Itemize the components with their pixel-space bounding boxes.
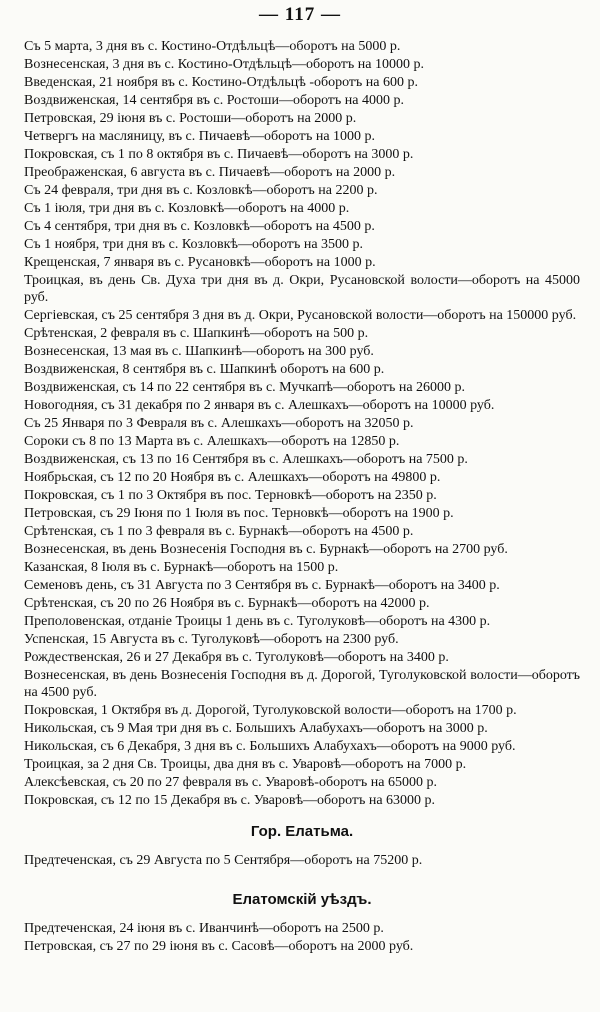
fair-entry-text: Срѣтенская, 2 февраля въ с. Шапкинѣ—оборотъ на 500 р.	[24, 326, 369, 341]
fair-entry-text: Предтеченская, 24 іюня въ с. Иванчинѣ—оборотъ на 2500 р.	[24, 921, 384, 936]
fair-list	[24, 38, 580, 956]
fair-entry-text: Казанская, 8 Іюля въ с. Бурнакѣ—оборотъ на 1500 р.	[24, 560, 339, 575]
fair-entry	[24, 379, 580, 396]
fair-entry-text: Сороки съ 8 по 13 Марта въ с. Алешкахъ—оборотъ на 12850 р.	[24, 434, 400, 449]
fair-entry-text: Преображенская, 6 августа въ с. Пичаевѣ—оборотъ на 2000 р.	[24, 165, 396, 180]
fair-entry-text: Петровская, 29 іюня въ с. Ростоши—оборотъ на 2000 р.	[24, 111, 357, 126]
fair-entry	[24, 110, 580, 127]
fair-entry-text: Ноябрьская, съ 12 по 20 Ноября въ с. Алешкахъ—оборотъ на 49800 р.	[24, 470, 441, 485]
fair-entry-text: Четвергъ на масляницу, въ с. Пичаевѣ—оборотъ на 1000 р.	[24, 129, 376, 144]
fair-entry-text: Съ 5 марта, 3 дня въ с. Костино-Отдѣльцѣ—оборотъ на 5000 р.	[24, 39, 401, 54]
fair-entry	[24, 577, 580, 594]
fair-entry-text: Срѣтенская, съ 1 по 3 февраля въ с. Бурнакѣ—оборотъ на 4500 р.	[24, 524, 414, 539]
fair-entry	[24, 451, 580, 468]
fair-entry	[24, 236, 580, 253]
fair-entry	[24, 938, 580, 955]
fair-entry-text: Покровская, съ 12 по 15 Декабря въ с. Уваровѣ—оборотъ на 63000 р.	[24, 793, 436, 808]
fair-entry	[24, 595, 580, 612]
fair-entry-text: Съ 1 іюля, три дня въ с. Козловкѣ—оборотъ на 4000 р.	[24, 201, 350, 216]
fair-entry-text: Рождественская, 26 и 27 Декабря въ с. Туголуковѣ—оборотъ на 3400 р.	[24, 650, 449, 665]
fair-entry	[24, 649, 580, 666]
fair-entry	[24, 469, 580, 486]
section-heading-uezd: Елатомскій уѣздъ.	[232, 891, 372, 908]
fair-entry	[24, 38, 580, 55]
fair-entry-text: Введенская, 21 ноября въ с. Костино-Отдѣльцѣ -оборотъ на 600 р.	[24, 75, 418, 90]
fair-entry-text: Съ 24 февраля, три дня въ с. Козловкѣ—оборотъ на 2200 р.	[24, 183, 378, 198]
fair-entry	[24, 272, 580, 306]
fair-entries-elatma-city	[24, 852, 580, 869]
fair-entry-text: Никольская, съ 6 Декабря, 3 дня въ с. Большихъ Алабухахъ—оборотъ на 9000 руб.	[24, 739, 516, 754]
fair-entry-text: Сергіевская, съ 25 сентября 3 дня въ д. Окри, Русановской волости—оборотъ на 150000 руб.	[24, 308, 577, 323]
fair-entry-text: Новогодняя, съ 31 декабря по 2 января въ с. Алешкахъ—оборотъ на 10000 руб.	[24, 398, 495, 413]
fair-entry-text: Вознесенская, 13 мая въ с. Шапкинѣ—оборотъ на 300 руб.	[24, 344, 374, 359]
fair-entry	[24, 128, 580, 145]
fair-entry-text: Петровская, съ 27 по 29 іюня въ с. Сасовѣ—оборотъ на 2000 руб.	[24, 939, 414, 954]
fair-entry-text: Покровская, 1 Октября въ д. Дорогой, Туголуковской волости—оборотъ на 1700 р.	[24, 703, 517, 718]
fair-entry-text: Крещенская, 7 января въ с. Русановкѣ—оборотъ на 1000 р.	[24, 255, 376, 270]
fair-entry	[24, 505, 580, 522]
fair-entry	[24, 720, 580, 737]
fair-entry	[24, 852, 580, 869]
fair-entry-text: Петровская, съ 29 Іюня по 1 Іюля въ пос. Терновкѣ—оборотъ на 1900 р.	[24, 506, 454, 521]
fair-entry	[24, 920, 580, 937]
fair-entry-text: Воздвиженская, съ 13 по 16 Сентября въ с. Алешкахъ—оборотъ на 7500 р.	[24, 452, 468, 467]
fair-entry	[24, 164, 580, 181]
fair-entry	[24, 702, 580, 719]
fair-entry	[24, 92, 580, 109]
fair-entry-text: Вознесенская, въ день Вознесенія Господня въ д. Дорогой, Туголуковской волости—оборотъ на 4500 руб.	[24, 668, 580, 700]
fair-entry	[24, 343, 580, 360]
fair-entry	[24, 254, 580, 271]
fair-entry	[24, 541, 580, 558]
fair-entry	[24, 774, 580, 791]
section-heading-city: Гор. Елатьма.	[250, 823, 354, 840]
fair-entry	[24, 74, 580, 91]
fair-entry-text: Воздвиженская, съ 14 по 22 сентября въ с. Мучкапѣ—оборотъ на 26000 р.	[24, 380, 466, 395]
fair-entry	[24, 307, 580, 324]
fair-entry	[24, 487, 580, 504]
fair-entry	[24, 523, 580, 540]
fair-entry-text: Покровская, съ 1 по 3 Октября въ пос. Терновкѣ—оборотъ на 2350 р.	[24, 488, 437, 503]
fair-entry-text: Вознесенская, 3 дня въ с. Костино-Отдѣльцѣ—оборотъ на 10000 р.	[24, 57, 424, 72]
fair-entry	[24, 756, 580, 773]
fair-entry-text: Преполовенская, отданіе Троицы 1 день въ с. Туголуковѣ—оборотъ на 4300 р.	[24, 614, 491, 629]
fair-entry	[24, 738, 580, 755]
fair-entry-text: Алексѣевская, съ 20 по 27 февраля въ с. Уваровѣ-оборотъ на 65000 р.	[24, 775, 437, 790]
fair-entry-text: Предтеченская, съ 29 Августа по 5 Сентября—оборотъ на 75200 р.	[24, 853, 423, 868]
fair-entry	[24, 182, 580, 199]
fair-entry-text: Воздвиженская, 14 сентября въ с. Ростоши—оборотъ на 4000 р.	[24, 93, 404, 108]
fair-entry	[24, 559, 580, 576]
fair-entry	[24, 325, 580, 342]
fair-entry-text: Покровская, съ 1 по 8 октября въ с. Пичаевѣ—оборотъ на 3000 р.	[24, 147, 414, 162]
fair-entry-text: Срѣтенская, съ 20 по 26 Ноября въ с. Бурнакѣ—оборотъ на 42000 р.	[24, 596, 430, 611]
fair-entry-text: Воздвиженская, 8 сентября въ с. Шапкинѣ оборотъ на 600 р.	[24, 362, 385, 377]
fair-entry	[24, 792, 580, 809]
fair-entry	[24, 56, 580, 73]
fair-entry-text: Никольская, съ 9 Мая три дня въ с. Большихъ Алабухахъ—оборотъ на 3000 р.	[24, 721, 488, 736]
fair-entry	[24, 631, 580, 648]
page-number: — 117 —	[259, 4, 341, 25]
fair-entry-text: Съ 1 ноября, три дня въ с. Козловкѣ—оборотъ на 3500 р.	[24, 237, 364, 252]
fair-entry	[24, 146, 580, 163]
fair-entry-text: Успенская, 15 Августа въ с. Туголуковѣ—оборотъ на 2300 руб.	[24, 632, 399, 647]
fair-entry	[24, 667, 580, 701]
fair-entry-text: Троицкая, въ день Св. Духа три дня въ д. Окри, Русановской волости—оборотъ на 45000 руб.	[24, 273, 580, 305]
fair-entry-text: Семеновъ день, съ 31 Августа по 3 Сентября въ с. Бурнакѣ—оборотъ на 3400 р.	[24, 578, 500, 593]
fair-entry	[24, 433, 580, 450]
fair-entries-elatma-uezd	[24, 920, 580, 955]
fair-entry-text: Съ 25 Января по 3 Февраля въ с. Алешкахъ—оборотъ на 32050 р.	[24, 416, 414, 431]
fair-entry-text: Троицкая, за 2 дня Св. Троицы, два дня въ с. Уваровѣ—оборотъ на 7000 р.	[24, 757, 467, 772]
fair-entry	[24, 218, 580, 235]
fair-entry-text: Вознесенская, въ день Вознесенія Господня въ с. Бурнакѣ—оборотъ на 2700 руб.	[24, 542, 508, 557]
fair-entry	[24, 613, 580, 630]
fair-entry	[24, 200, 580, 217]
fair-entry	[24, 361, 580, 378]
fair-entries-tambov	[24, 38, 580, 809]
fair-entry	[24, 397, 580, 414]
fair-entry-text: Съ 4 сентября, три дня въ с. Козловкѣ—оборотъ на 4500 р.	[24, 219, 375, 234]
fair-entry	[24, 415, 580, 432]
